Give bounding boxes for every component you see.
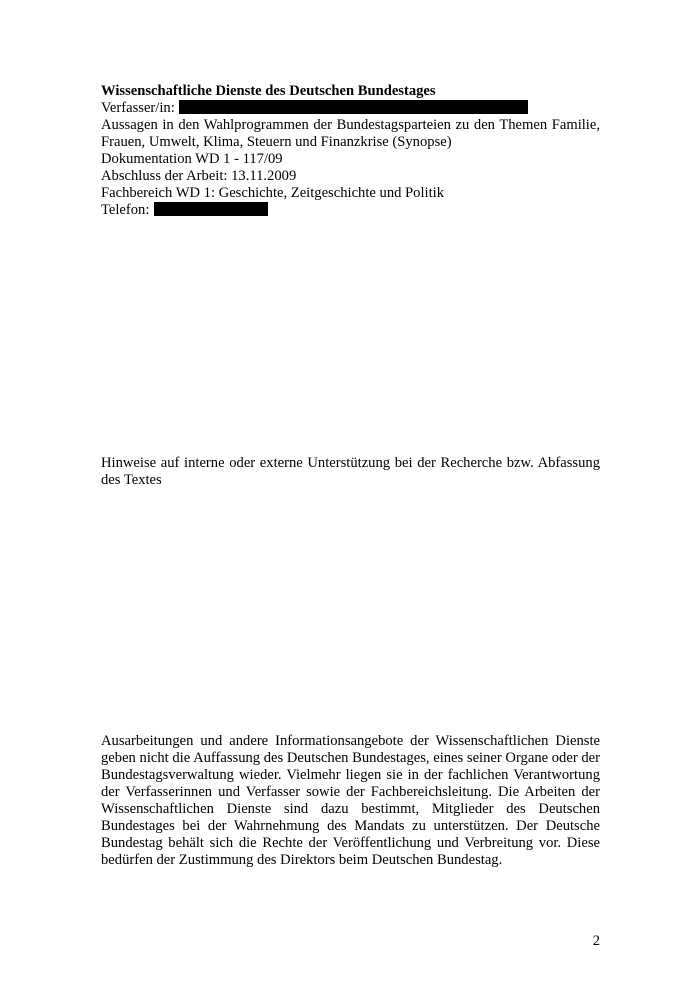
document-number: Dokumentation WD 1 - 117/09 xyxy=(101,151,283,167)
author-line xyxy=(101,100,600,117)
document-title: Aussagen in den Wahlprogrammen der Bundestagsparteien zu den Themen Familie, Frauen, Umwelt, Klima, Steuern und Finanzkrise (Synopse) xyxy=(101,117,600,150)
institution-heading: Wissenschaftliche Dienste des Deutschen Bundestages xyxy=(101,83,436,99)
author-redaction xyxy=(179,100,528,114)
author-label: Verfasser/in: xyxy=(101,100,175,116)
page-number: 2 xyxy=(592,933,600,949)
phone-redaction xyxy=(154,202,268,216)
completion-date: Abschluss der Arbeit: 13.11.2009 xyxy=(101,168,297,184)
disclaimer-paragraph: Ausarbeitungen und andere Informationsangebote der Wissenschaftlichen Dienste geben nicht die Auffassung des Deutschen Bundestages, eines seiner Organe oder der Bundestagsverwaltung wieder. Vielmehr liegen sie in der fachlichen Verantwortung der Verfasserinnen und Verfasser sowie der Fachbereichsleitung. Die Arbeiten der Wissenschaftlichen Dienste sind dazu bestimmt, Mitglieder des Deutschen Bundestages bei der Wahrnehmung des Mandats zu unterstützen. Der Deutsche Bundestag behält sich die Rechte der Veröffentlichung und Verbreitung vor. Diese bedürfen der Zustimmung des Direktors beim Deutschen Bundestag. xyxy=(101,733,600,868)
support-note: Hinweise auf interne oder externe Unterstützung bei der Recherche bzw. Abfassung des Textes xyxy=(101,455,600,488)
phone-label: Telefon: xyxy=(101,202,150,218)
phone-line xyxy=(101,202,600,219)
department: Fachbereich WD 1: Geschichte, Zeitgeschichte und Politik xyxy=(101,185,444,201)
document-header xyxy=(101,83,600,219)
